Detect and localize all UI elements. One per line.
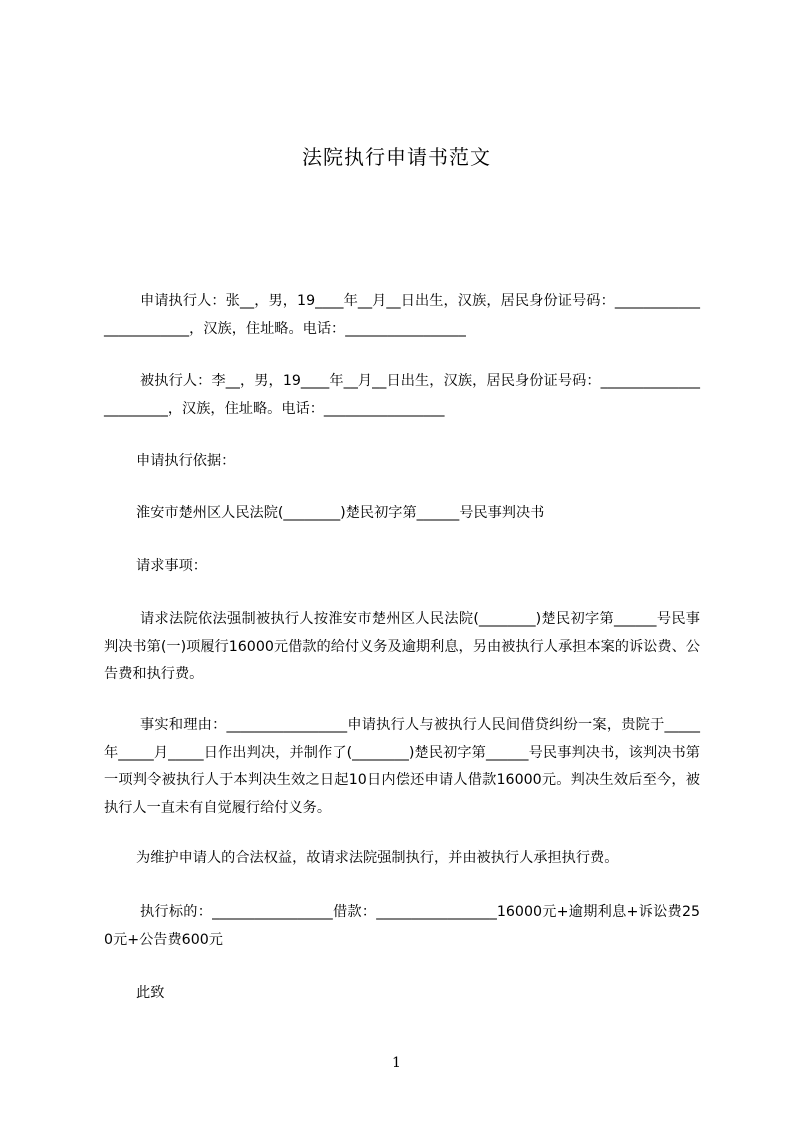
request-paragraph: 请求法院依法强制被执行人按淮安市楚州区人民法院(________)楚民初字第______号民事判决书第(一)项履行16000元借款的给付义务及逾期利息，另由被执行人承担本案的诉讼费、公告费和执行费。 [104, 611, 700, 683]
facts-paragraph: 事实和理由：_________________申请执行人与被执行人民间借贷纠纷一案，贵院于_____年_____月_____日作出判决，并制作了(________)楚民初字第______号民事判决书，该判决书第一项判令被执行人于本判决生效之日起10日内偿还申请人借款16000元。判决生效后至今，被执行人一直未有自觉履行给付义务。 [104, 717, 700, 816]
applicant-paragraph: 申请执行人：张__，男，19____年__月__日出生，汉族，居民身份证号码：________________________，汉族，住址略。电话：_________________ [104, 293, 700, 337]
basis-text: 淮安市楚州区人民法院(________)楚民初字第______号民事判决书 [136, 505, 545, 521]
closing-text: 此致 [136, 985, 165, 1001]
request-label: 请求事项： [136, 558, 207, 574]
document-title: 法院执行申请书范文 [302, 145, 491, 169]
page-number: 1 [392, 1055, 401, 1071]
target-paragraph: 执行标的：_________________借款：_________________16000元+逾期利息+诉讼费250元+公告费600元 [104, 904, 700, 948]
respondent-paragraph: 被执行人：李__，男，19____年__月__日出生，汉族，居民身份证号码：_______________________，汉族，住址略。电话：_________________ [104, 373, 700, 417]
protect-paragraph: 为维护申请人的合法权益，故请求法院强制执行，并由被执行人承担执行费。 [136, 850, 619, 866]
basis-label: 申请执行依据： [136, 453, 236, 469]
